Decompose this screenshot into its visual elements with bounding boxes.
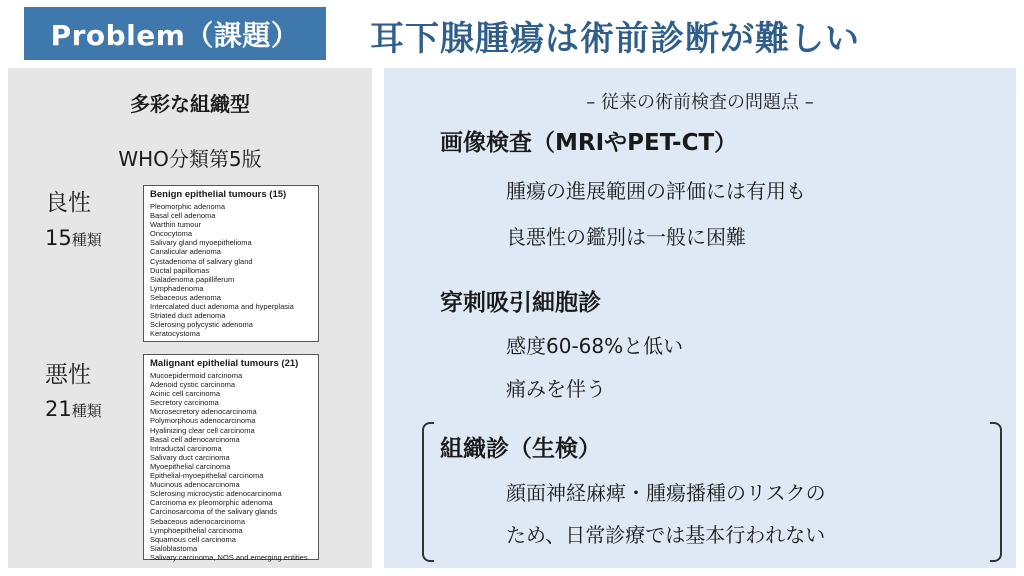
problems-caption: – 従来の術前検査の問題点 –: [586, 92, 814, 113]
tumour-list-item: Salivary duct carcinoma: [150, 452, 230, 462]
left-bracket: [422, 422, 434, 562]
benign-count-number: 15: [45, 226, 72, 250]
tumour-list-item: Cystadenoma of salivary gland: [150, 256, 253, 266]
right-bracket: [990, 422, 1002, 562]
histology-heading: 多彩な組織型: [130, 92, 250, 116]
malignant-count: [45, 397, 102, 421]
tumour-list-item: Sclerosing polycystic adenoma: [150, 320, 253, 330]
problem-badge: Problem（課題）: [24, 7, 326, 60]
who-classification-label: WHO分類第5版: [118, 147, 262, 171]
tumour-list-item: Mucoepidermoid carcinoma: [150, 371, 243, 380]
tumour-list-item: Striated duct adenoma: [150, 311, 226, 321]
benign-box-title: Benign epithelial tumours (15): [150, 189, 287, 200]
benign-label: 良性: [45, 190, 91, 216]
tumour-list-item: Intraductal carcinoma: [150, 443, 222, 453]
tumour-list-item: Oncocytoma: [150, 229, 193, 239]
tumour-list-item: Sebaceous adenocarcinoma: [150, 516, 246, 526]
malignant-label: 悪性: [45, 362, 91, 388]
fnac-line-2: 痛みを伴う: [506, 377, 606, 401]
tumour-list-item: Salivary carcinoma, NOS and emerging entities: [150, 552, 308, 562]
tumour-list-item: Mucinous adenocarcinoma: [150, 480, 240, 490]
tumour-list-item: Canalicular adenoma: [150, 247, 221, 257]
tumour-list-item: Sebaceous adenoma: [150, 292, 221, 302]
tumour-list-item: Polymorphous adenocarcinoma: [150, 416, 256, 426]
fnac-heading: 穿刺吸引細胞診: [440, 290, 601, 316]
tumour-list-item: Keratocystoma: [150, 329, 201, 339]
malignant-tumour-list: [150, 371, 318, 562]
tumour-list-item: Hyalinizing clear cell carcinoma: [150, 425, 255, 435]
tumour-list-item: Sialadenoma papilliferum: [150, 274, 235, 284]
benign-count-unit: 種類: [71, 231, 102, 249]
histology-panel: [8, 68, 372, 568]
benign-tumour-list-box: [143, 185, 319, 342]
tumour-list-item: Carcinosarcoma of the salivary glands: [150, 507, 278, 517]
tumour-list-item: Acinic cell carcinoma: [150, 389, 221, 399]
tumour-list-item: Secretory carcinoma: [150, 398, 219, 408]
benign-count: [45, 226, 102, 250]
slide-title: 耳下腺腫瘍は術前診断が難しい: [370, 18, 860, 59]
tumour-list-item: Microsecretory adenocarcinoma: [150, 407, 257, 417]
tumour-list-item: Warthin tumour: [150, 220, 201, 230]
malignant-count-unit: 種類: [71, 402, 102, 420]
tumour-list-item: Intercalated duct adenoma and hyperplasia: [150, 302, 294, 312]
tumour-list-item: Ductal papillomas: [150, 265, 210, 275]
biopsy-line-2: ため、日常診療では基本行われない: [506, 523, 826, 547]
tumour-list-item: Epithelial-myoepithelial carcinoma: [150, 471, 264, 481]
conventional-tests-panel: [384, 68, 1016, 568]
tumour-list-item: Salivary gland myoepithelioma: [150, 238, 252, 248]
tumour-list-item: Squamous cell carcinoma: [150, 534, 236, 544]
tumour-list-item: Lymphadenoma: [150, 283, 204, 293]
malignant-count-number: 21: [45, 397, 72, 421]
tumour-list-item: Carcinoma ex pleomorphic adenoma: [150, 498, 273, 508]
benign-tumour-list: [150, 202, 318, 338]
biopsy-line-1: 顔面神経麻痺・腫瘍播種のリスクの: [506, 481, 826, 505]
fnac-line-1: 感度60-68%と低い: [506, 334, 684, 358]
biopsy-heading: 組織診（生検）: [440, 436, 601, 462]
imaging-line-1: 腫瘍の進展範囲の評価には有用も: [506, 179, 806, 203]
tumour-list-item: Sialoblastoma: [150, 543, 198, 553]
imaging-heading: 画像検査（MRIやPET-CT）: [440, 130, 738, 156]
tumour-list-item: Pleomorphic adenoma: [150, 202, 226, 211]
tumour-list-item: Basal cell adenocarcinoma: [150, 434, 240, 444]
malignant-box-title: Malignant epithelial tumours (21): [150, 358, 299, 369]
tumour-list-item: Myoepithelial carcinoma: [150, 461, 231, 471]
tumour-list-item: Sclerosing microcystic adenocarcinoma: [150, 489, 282, 499]
tumour-list-item: Adenoid cystic carcinoma: [150, 380, 236, 390]
malignant-tumour-list-box: [143, 354, 319, 560]
tumour-list-item: Lymphoepithelial carcinoma: [150, 525, 243, 535]
tumour-list-item: Basal cell adenoma: [150, 211, 216, 221]
imaging-line-2: 良悪性の鑑別は一般に困難: [506, 225, 746, 249]
